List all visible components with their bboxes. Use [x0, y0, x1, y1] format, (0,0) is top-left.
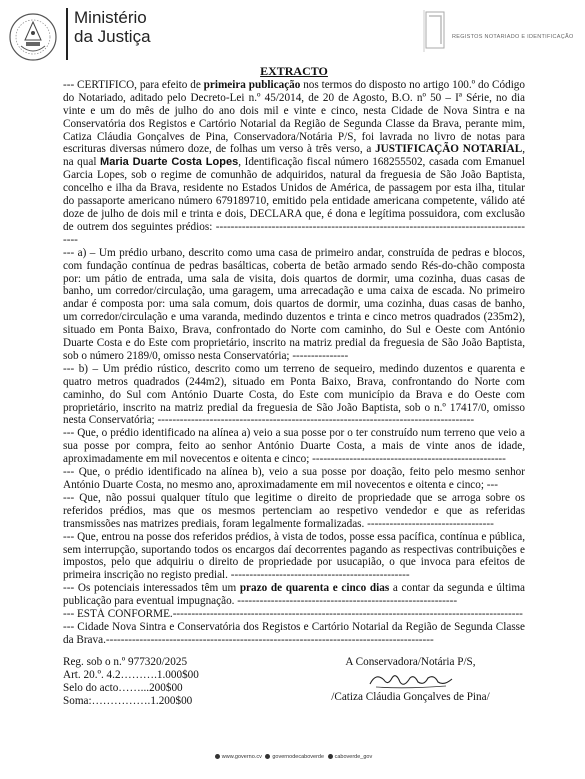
acquisition-b-paragraph: --- Que, o prédio identificado na alínea b), veio a sua posse por doação, feito pelo mesmo senhor António Duarte Costa, no mesmo ano, aproximadamente em mil novecentos e oitenta e cinco; ---	[63, 466, 525, 491]
footer-website[interactable]: www.governo.cv	[221, 754, 262, 760]
p1-intro: --- CERTIFICO, para efeito de	[63, 78, 204, 91]
acquisition-a-paragraph: --- Que, o prédio identificado na alínea a) veio a sua posse por o ter construído num terreno que veio a sua posse por compra, feito ao senhor António Duarte Costa, a mais de vinte anos de idade, aproximadamente em mil novecentos e oitenta e cinco; ----------------------------------------------------	[63, 427, 525, 466]
document-header	[0, 0, 585, 70]
document-title: EXTRACTO	[260, 64, 328, 78]
p1-body: nos termos do disposto no artigo 100.º do Código do Notariado, aditado pelo Decreto-Lei n.º 45/2014, de 20 de Agosto, B.O. nº 50 – Iª Série, no dia vinte e um do mês de julho do ano dois mil e vinte e cinco, nesta Cidade de Nova Sintra e na Conservatória dos Registos e Cartório Notarial da Região de Segunda Classe da Brava, perante mim, Catiza Cláudia Gonçalves de Pina, Conservadora/Notária P/S, foi lavrada no livro de notas para escrituras diversas número doze, de folhas um verso à três verso, a	[63, 78, 525, 156]
footer-facebook[interactable]: governodecaboverde	[272, 754, 325, 760]
footer-social[interactable]: caboverde_gov	[334, 754, 373, 760]
conformity-line: --- ESTÁ CONFORME.----------------------------------------------------------------------------------------------	[63, 608, 523, 621]
title-paragraph: --- Que, não possui qualquer título que legitime o direito de propriedade que se arroga sobre os referidos prédios, mas que os mesmos pertenciam ao respetivo vendedor e que as referidas transmissões nas matrizes prediais, foram legalmente formalizadas. ----------------------------------	[63, 491, 525, 530]
registry-logo-text: REGISTOS NOTARIADO E IDENTIFICAÇÃO	[452, 34, 574, 40]
globe-icon	[215, 754, 220, 759]
document-footer-block	[63, 656, 525, 726]
justification-title: JUSTIFICAÇÃO NOTARIAL	[375, 143, 523, 156]
header-divider	[66, 8, 68, 60]
registration-number: Reg. sob o n.º 977320/2025	[63, 656, 188, 668]
signatory-role: A Conservadora/Notária P/S,	[345, 656, 476, 668]
page-footer	[0, 754, 585, 760]
social-icon	[328, 754, 333, 759]
property-a-paragraph: --- a) – Um prédio urbano, descrito como uma casa de primeiro andar, construída de pedras e blocos, com fundação contínua de pedras basálticas, coberta de betão armado sendo Rés-do-chão composta por: um pátio de entrada, uma sala de visita, dois quartos de dormir, uma cozinha, duas casas de banho, um corredor/circulação, uma garagem, uma arrecadação e uma caixa de escada. No primeiro andar é composta por: uma sala comum, dois quartos de dormir, uma cozinha, duas casas de banho, um corredor/circulação e uma varanda, medindo duzentos e trinta e cinco metros quadrados (235m2), situado em Ponta Baixo, Brava, confrontado do Norte com caminho, do Sul e Oeste com António Duarte Costa e do Este com proprietário, inscrito na matriz predial da freguesia de São João Baptista, sob o número 2189/0, omisso nesta Conservatória; ---------------	[63, 246, 525, 362]
signature-block	[293, 656, 528, 704]
ministry-line-2: da Justiça	[74, 27, 151, 46]
registry-logo-icon	[420, 8, 450, 54]
possession-paragraph: --- Que, entrou na posse dos referidos prédios, à vista de todos, posse essa pacífica, contínua e pública, sem interrupção, suportando todos os encargos daí decorrentes pagando as respectivas contribuições e impostos, pelo que adquiriu o direito de propriedade por usucapião, o que invoca para efeitos de primeira inscrição no registo predial. ------------------------------------------------	[63, 530, 525, 582]
property-b-paragraph: --- b) – Um prédio rústico, descrito como um terreno de sequeiro, medindo duzentos e quarenta e quatro metros quadrados (244m2), situado em Ponta Baixo, Brava, confrontando do Norte com caminho, do Sul com António Duarte Costa, do Este com município da Brava e do Oeste com proprietário, inscrito na matriz predial da freguesia de São João Baptista, sob o n.º 17417/0, omisso nesta Conservatória; -------------------------------------------------------------------------------------	[63, 362, 525, 427]
ministry-name	[74, 8, 151, 46]
location-paragraph: --- Cidade Nova Sintra e Conservatória dos Registos e Cartório Notarial da Região de Segunda Classe da Brava.----------------------------------------------------------------------------------------	[63, 620, 525, 646]
publication-emphasis: primeira publicação	[203, 78, 301, 91]
facebook-icon	[265, 754, 270, 759]
p8-rest: a contar da segunda e última publicação para eventual impugnação. -----------------------------------------------------------	[63, 582, 525, 608]
declarant-name: Maria Duarte Costa Lopes	[100, 156, 239, 169]
p8-intro: --- Os potenciais interessados têm um	[63, 582, 240, 595]
signatory-name: /Catiza Cláudia Gonçalves de Pina/	[331, 690, 490, 703]
deadline-paragraph	[63, 582, 525, 608]
fee-stamp: Selo do acto……...200$00	[63, 681, 183, 694]
certification-paragraph	[63, 79, 525, 247]
fee-total: Soma:…………….1.200$00	[63, 694, 193, 707]
ministry-line-1: Ministério	[74, 8, 147, 27]
p1-connector: , na qual	[63, 143, 526, 169]
fee-article: Art. 20.º. 4.2……….1.000$00	[63, 668, 199, 681]
p1-details: , Identificação fiscal número 168255502, casada com Emanuel Garcia Lopes, sob o regime de comunhão de adquiridos, natural da freguesia de São João Baptista, concelho e ilha da Brava, residente no Estados Unidos de América, de passagem por esta ilha, titular do passaporte americano número 679189710, emitido pela entidade americana competente, válido até doze de julho de dois mil e trinta e dois, DECLARA que, é dona e legítima possuidora, com exclusão de outrem dos seguintes prédios: ---------------------------------------------------------------------------------------	[63, 156, 526, 246]
extract-body	[63, 65, 525, 647]
deadline-emphasis: prazo de quarenta e cinco dias	[239, 582, 390, 595]
coat-of-arms-seal-icon	[8, 12, 58, 62]
handwritten-signature-icon	[366, 670, 456, 690]
fees-table	[63, 656, 199, 708]
